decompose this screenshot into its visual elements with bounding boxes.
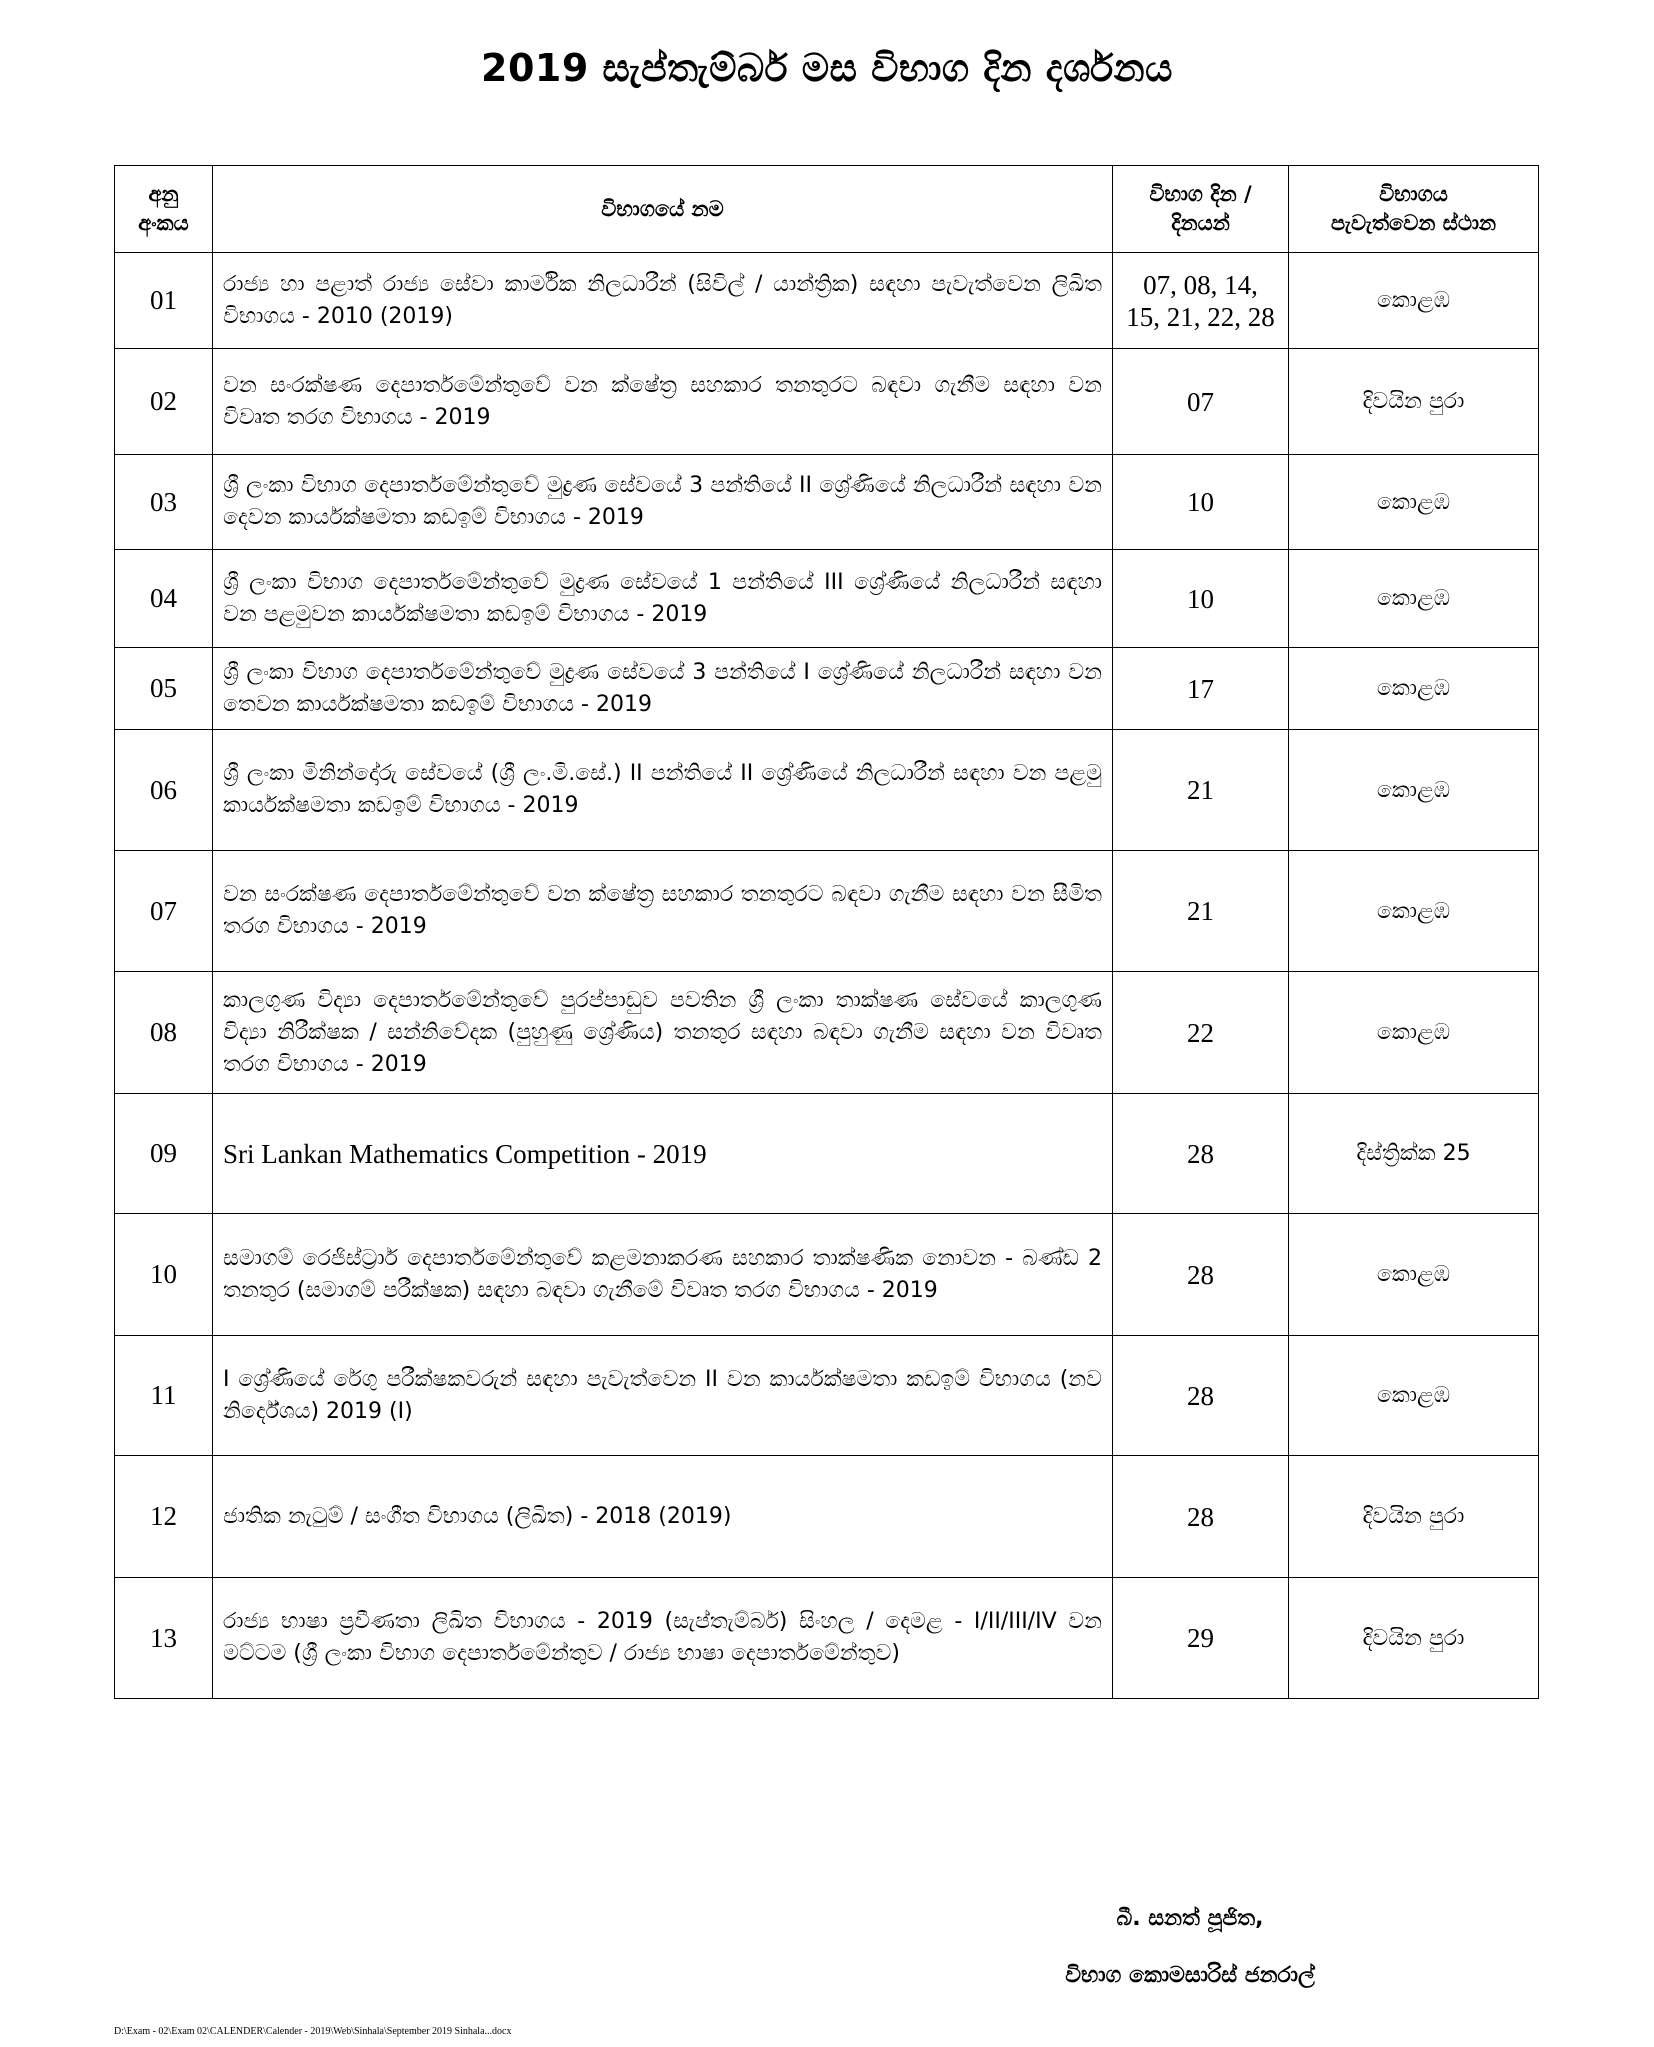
row-number: 01: [115, 253, 213, 349]
footer-file-path: D:\Exam - 02\Exam 02\CALENDER\Calender - 2019\Web\Sinhala\September 2019 Sinhala...docx: [114, 2026, 512, 2037]
exam-date: 21: [1113, 730, 1289, 851]
exam-name: කාලගුණ විද්‍යා දෙපාර්තමේන්තුවේ පුරප්පාඩුව පවතින ශ්‍රී ලංකා තාක්ෂණ සේවයේ කාලගුණ විද්‍යා නිරීක්ෂක / සන්නිවේදක (පුහුණු ශ්‍රේණිය) තනතුර සඳහා බඳවා ගැනීම සඳහා වන විවෘත තරග විභාගය - 2019: [213, 972, 1113, 1094]
row-number: 03: [115, 455, 213, 550]
exam-name: වන සංරක්ෂණ දෙපාර්තමේන්තුවේ වන ක්ෂේත්‍ර සහකාර තනතුරට බඳවා ගැනීම සඳහා වන විවෘත තරග විභාගය - 2019: [213, 349, 1113, 455]
exam-venue: කොළඹ: [1289, 648, 1539, 730]
row-number: 10: [115, 1214, 213, 1336]
header-exam-venue-line-1: විභාගය: [1379, 182, 1448, 206]
exam-date: 28: [1113, 1214, 1289, 1336]
exam-name: Sri Lankan Mathematics Competition - 2019: [213, 1094, 1113, 1214]
exam-date: 10: [1113, 455, 1289, 550]
exam-date: 10: [1113, 550, 1289, 648]
exam-date: 29: [1113, 1578, 1289, 1699]
table-row: [115, 851, 1539, 972]
exam-date: 07: [1113, 349, 1289, 455]
exam-venue: කොළඹ: [1289, 253, 1539, 349]
table-row: [115, 1578, 1539, 1699]
exam-date: 28: [1113, 1094, 1289, 1214]
exam-date: 21: [1113, 851, 1289, 972]
table-row: [115, 349, 1539, 455]
row-number: 08: [115, 972, 213, 1094]
table-row: [115, 972, 1539, 1094]
header-exam-dates: [1113, 166, 1289, 253]
table-header-row: [115, 166, 1539, 253]
signatory-position: විභාග කොමසාරිස් ජනරාල්: [1065, 1963, 1315, 1988]
row-number: 06: [115, 730, 213, 851]
document-title: 2019 සැප්තැම්බර් මස විභාග දින දර්ශනය: [481, 46, 1173, 90]
table-row: [115, 253, 1539, 349]
row-number: 02: [115, 349, 213, 455]
header-exam-name: විභාගයේ නම: [213, 166, 1113, 253]
exam-name: ශ්‍රී ලංකා විභාග දෙපාර්තමේන්තුවේ මුද්‍රණ සේවයේ 1 පන්තියේ III ශ්‍රේණියේ නිලධාරීන් සඳහා වන පළමුවන කාර්යක්ෂමතා කඩඉම් විභාගය - 2019: [213, 550, 1113, 648]
exam-venue: කොළඹ: [1289, 1336, 1539, 1456]
exam-name: සමාගම් රෙජිස්ට්‍රාර් දෙපාර්තමේන්තුවේ කළමනාකරණ සහකාර තාක්ෂණික නොවන - බණ්ඩ 2 තනතුර (සමාගම් පරීක්ෂක) සඳහා බඳවා ගැනීමේ විවෘත තරග විභාගය - 2019: [213, 1214, 1113, 1336]
exam-date: 28: [1113, 1456, 1289, 1578]
table-row: [115, 1456, 1539, 1578]
header-exam-dates-line-1: විභාග දින /: [1149, 182, 1252, 206]
row-number: 07: [115, 851, 213, 972]
table-row: [115, 648, 1539, 730]
exam-date: 28: [1113, 1336, 1289, 1456]
header-exam-dates-line-2: දිනයන්: [1171, 211, 1230, 235]
row-number: 12: [115, 1456, 213, 1578]
row-number: 13: [115, 1578, 213, 1699]
exam-name: රාජ්‍ය හා පළාත් රාජ්‍ය සේවා කාර්මික නිලධාරීන් (සිවිල් / යාන්ත්‍රික) සඳහා පැවැත්වෙන ලිඛිත විභාගය - 2010 (2019): [213, 253, 1113, 349]
exam-venue: කොළඹ: [1289, 455, 1539, 550]
exam-venue: කොළඹ: [1289, 972, 1539, 1094]
header-serial-number-line-2: අංකය: [138, 211, 189, 235]
table-row: [115, 1336, 1539, 1456]
exam-date: 22: [1113, 972, 1289, 1094]
exam-venue: දිවයින පුරා: [1289, 1456, 1539, 1578]
row-number: 05: [115, 648, 213, 730]
header-serial-number-line-1: අනු: [148, 182, 179, 206]
exam-schedule-table: [114, 165, 1539, 1699]
exam-venue: දිවයින පුරා: [1289, 349, 1539, 455]
exam-venue: කොළඹ: [1289, 730, 1539, 851]
exam-name: I ශ්‍රේණියේ රේගු පරීක්ෂකවරුන් සඳහා පැවැත්වෙන II වන කාර්යක්ෂමතා කඩඉම් විභාගය (නව නිර්දේශය) 2019 (I): [213, 1336, 1113, 1456]
exam-date: 17: [1113, 648, 1289, 730]
row-number: 04: [115, 550, 213, 648]
exam-name: රාජ්‍ය භාෂා ප්‍රවීණතා ලිඛිත විභාගය - 2019 (සැප්තැම්බර්) සිංහල / දෙමළ - I/II/III/IV වන මට්ටම (ශ්‍රී ලංකා විභාග දෙපාර්තමේන්තුව / රාජ්‍ය භාෂා දෙපාර්තමේන්තුව): [213, 1578, 1113, 1699]
exam-venue: කොළඹ: [1289, 1214, 1539, 1336]
exam-venue: කොළඹ: [1289, 550, 1539, 648]
header-exam-venue: [1289, 166, 1539, 253]
exam-name: ශ්‍රී ලංකා විභාග දෙපාර්තමේන්තුවේ මුද්‍රණ සේවයේ 3 පන්තියේ II ශ්‍රේණියේ නිලධාරීන් සඳහා වන දෙවන කාර්යක්ෂමතා කඩඉම් විභාගය - 2019: [213, 455, 1113, 550]
table-row: [115, 1094, 1539, 1214]
exam-name: වන සංරක්ෂණ දෙපාර්තමේන්තුවේ වන ක්ෂේත්‍ර සහකාර තනතුරට බඳවා ගැනීම සඳහා වන සීමිත තරග විභාගය - 2019: [213, 851, 1113, 972]
row-number: 09: [115, 1094, 213, 1214]
table-row: [115, 455, 1539, 550]
exam-name: ජාතික නැටුම් / සංගීත විභාගය (ලිඛිත) - 2018 (2019): [213, 1456, 1113, 1578]
exam-venue: කොළඹ: [1289, 851, 1539, 972]
header-serial-number: [115, 166, 213, 253]
row-number: 11: [115, 1336, 213, 1456]
exam-name: ශ්‍රී ලංකා විභාග දෙපාර්තමේන්තුවේ මුද්‍රණ සේවයේ 3 පන්තියේ I ශ්‍රේණියේ නිලධාරීන් සඳහා වන තෙවන කාර්යක්ෂමතා කඩඉම් විභාගය - 2019: [213, 648, 1113, 730]
exam-venue: දිවයින පුරා: [1289, 1578, 1539, 1699]
signatory-name: බී. සනත් පූජිත,: [1116, 1906, 1264, 1931]
table-row: [115, 730, 1539, 851]
table-row: [115, 1214, 1539, 1336]
table-row: [115, 550, 1539, 648]
header-exam-venue-line-2: පැවැත්වෙන ස්ථාන: [1330, 211, 1497, 235]
exam-name: ශ්‍රී ලංකා මිනින්දෝරු සේවයේ (ශ්‍රී ලං.මි.සේ.) II පන්තියේ II ශ්‍රේණියේ නිලධාරීන් සඳහා වන පළමු කාර්යක්ෂමතා කඩඉම් විභාගය - 2019: [213, 730, 1113, 851]
exam-venue: දිස්ත්‍රික්ක 25: [1289, 1094, 1539, 1214]
exam-date: 07, 08, 14, 15, 21, 22, 28: [1113, 253, 1289, 349]
